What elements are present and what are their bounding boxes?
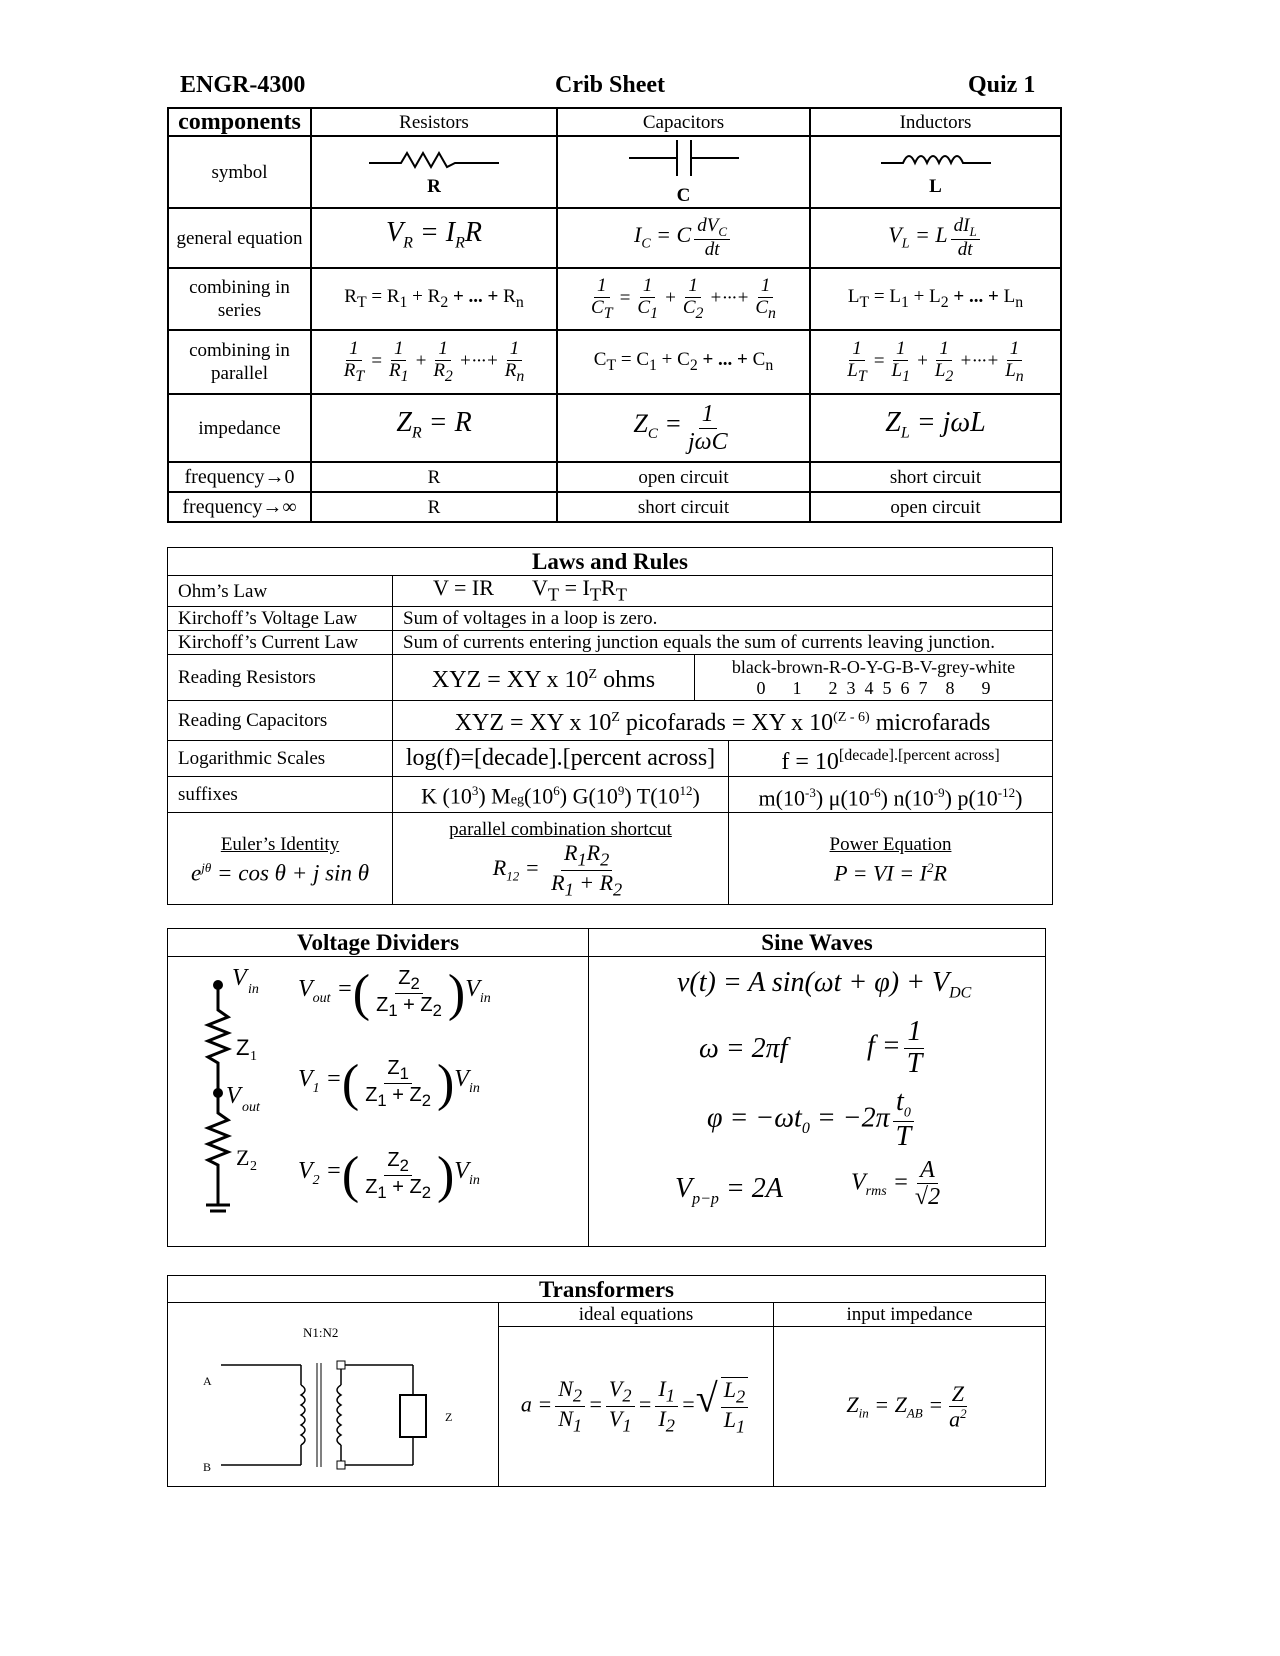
inductor-finf: open circuit	[810, 492, 1061, 522]
inductor-impedance-eq: $Z_L = j\omega L$	[810, 394, 1061, 462]
kcl-label: Kirchoff’s Current Law	[168, 631, 393, 655]
svg-text:1: 1	[250, 1049, 257, 1064]
resistor-series-eq: $R_T = R_1 + R_2$ + ... + $R_n$	[311, 268, 557, 330]
row-general-label: general equation	[168, 208, 311, 268]
row-parallel-label: combining in parallel	[168, 330, 311, 394]
kvl-label: Kirchoff’s Voltage Law	[168, 607, 393, 631]
shortcut-cell	[393, 813, 729, 905]
row-finf-label: frequency→∞	[168, 492, 311, 522]
capacitor-symbol-cell	[557, 136, 810, 208]
sheet-title: Crib Sheet	[555, 72, 665, 98]
sine-title: Sine Waves	[589, 929, 1046, 957]
kcl-text: Sum of currents entering junction equals the sum of currents leaving junction.	[393, 631, 1053, 655]
components-table	[167, 107, 1062, 523]
col-capacitors: Capacitors	[557, 108, 810, 136]
inductor-letter: L	[929, 175, 942, 197]
svg-text:2: 2	[250, 1159, 257, 1174]
resistor-general-eq: $V_R = I_RR$	[311, 208, 557, 268]
color-codes: black-brown-R-O-Y-G-B-V-grey-white	[731, 656, 1016, 677]
inductor-symbol-cell	[810, 136, 1061, 208]
capacitor-parallel-eq: $C_T = C_1 + C_2$ + ... + $C_n$	[557, 330, 810, 394]
svg-text:Z: Z	[236, 1145, 250, 1170]
eq-v1: $V_1$ = ( $\frac{Z_1}{Z_1 + Z_2}$ ) $V_{in}$	[298, 1055, 480, 1113]
ohm-eq: V = IR $V_T = I_TR_T$	[393, 576, 1053, 607]
capacitor-impedance-eq: $Z_C$ = $\frac{1}{\text{jωC}}$	[557, 394, 810, 462]
inductor-parallel-eq: $\frac{1}{L_T}$ = $\frac{1}{L_1}$ + $\frac{1}{L_2}$ +···+ $\frac{1}{L_n}$	[810, 330, 1061, 394]
cap-label: Reading Capacitors	[168, 701, 393, 741]
sine-eq3: f = $\frac{1}{T}$	[867, 1017, 928, 1080]
ideal-eq: a = $\frac{N_2}{N_1}$ = $\frac{V_2}{V_1}$ = $\frac{I_1}{I_2}$ =√ $\frac{L_2}{L_1}$	[499, 1327, 774, 1487]
row-series-label: combining in series	[168, 268, 311, 330]
col-inductors: Inductors	[810, 108, 1061, 136]
sine-eq6: $V_{rms}$ = $\frac{A}{√2}$	[851, 1157, 941, 1211]
suffix-label: suffixes	[168, 777, 393, 813]
quiz-label: Quiz 1	[968, 72, 1036, 98]
suffix-eq2: $m(10^{-3})$ $\mu(10^{-6})$ $n(10^{-9})$ $p(10^{-12})$	[729, 777, 1053, 813]
laws-title: Laws and Rules	[168, 548, 1053, 576]
suffix-eq1: K $(10^3)$ $Meg(10^6)$ $G(10^9)$ $T(10^{12})$	[393, 777, 729, 813]
power-cell	[729, 813, 1053, 905]
ohm-label: Ohm’s Law	[168, 576, 393, 607]
resistor-impedance-eq: $Z_R = R$	[311, 394, 557, 462]
svg-text:Z: Z	[236, 1035, 250, 1060]
transformer-diagram-cell	[168, 1303, 499, 1487]
col-resistors: Resistors	[311, 108, 557, 136]
euler-cell	[168, 813, 393, 905]
resistor-f0: R	[311, 462, 557, 492]
inductor-general-eq: $V_L = L$ $\frac{dI_L}{dt}$	[810, 208, 1061, 268]
inductor-f0: short circuit	[810, 462, 1061, 492]
row-symbol-label: symbol	[168, 136, 311, 208]
inductor-series-eq: $L_T = L_1 + L_2$ + ... + $L_n$	[810, 268, 1061, 330]
svg-text:Z: Z	[445, 1410, 453, 1424]
capacitor-series-eq: $\frac{1}{C_T}$ = $\frac{1}{C_1}$ + $\frac{1}{C_2}$ +···+ $\frac{1}{C_n}$	[557, 268, 810, 330]
row-impedance-label: impedance	[168, 394, 311, 462]
log-eq2: f = 10[decade].[percent across]	[729, 741, 1053, 777]
dividers-sine-table	[167, 928, 1046, 1247]
power-eq: P = VI = $I^2R$	[834, 860, 947, 886]
cap-eq: XYZ = XY x $10^Z$ picofarads = XY x $10^{(Z - 6)}$ microfarads	[393, 701, 1053, 741]
euler-label: Euler’s Identity	[220, 834, 340, 856]
input-eq: $Z_{in} = Z_{AB}$ = $\frac{Z}{a^2}$	[774, 1327, 1046, 1487]
resistor-symbol-cell	[311, 136, 557, 208]
log-eq1: log(f)=[decade].[percent across]	[393, 741, 729, 777]
euler-eq: $e^{j\theta} = \cos \theta + j$ sin θ	[191, 860, 369, 886]
power-label: Power Equation	[829, 834, 952, 856]
shortcut-label: parallel combination shortcut	[449, 819, 672, 841]
ideal-label: ideal equations	[499, 1303, 774, 1327]
capacitor-finf: short circuit	[557, 492, 810, 522]
transformers-table	[167, 1275, 1046, 1487]
sine-cell	[589, 957, 1046, 1247]
sine-eq4: $\varphi = -\omega t_0 = -2\pi$ $\frac{t_0}{T}$	[707, 1087, 917, 1153]
dividers-title: Voltage Dividers	[168, 929, 589, 957]
capacitor-general-eq: $I_C = C$ $\frac{dV_C}{dt}$	[557, 208, 810, 268]
capacitor-letter: C	[676, 184, 691, 206]
divider-circuit-icon	[188, 965, 278, 1235]
color-digits: 0 1 2 3 4 5 6 7 8 9	[756, 677, 991, 698]
svg-text:out: out	[242, 1100, 260, 1115]
resistor-parallel-eq: $\frac{1}{R_T}$ = $\frac{1}{R_1}$ + $\frac{1}{R_2}$ +···+ $\frac{1}{R_n}$	[311, 330, 557, 394]
sine-eq1: v(t) = A $\sin(\omega t + \varphi) + V_{DC}$	[677, 967, 972, 1002]
res-label: Reading Resistors	[168, 655, 393, 701]
capacitor-f0: open circuit	[557, 462, 810, 492]
components-heading: components	[168, 108, 311, 136]
svg-text:N1:N2: N1:N2	[303, 1325, 339, 1340]
svg-text:B: B	[203, 1460, 212, 1474]
resistor-letter: R	[427, 175, 441, 197]
resistor-finf: R	[311, 492, 557, 522]
inductor-symbol-icon	[881, 147, 991, 169]
svg-text:V: V	[226, 1083, 241, 1109]
course-code: ENGR-4300	[180, 72, 306, 98]
svg-text:in: in	[248, 982, 259, 997]
capacitor-symbol-icon	[629, 138, 739, 178]
svg-text:A: A	[203, 1374, 212, 1388]
res-colors	[695, 655, 1053, 701]
dividers-cell	[168, 957, 589, 1247]
eq-v2: $V_2$ = ( $\frac{Z_2}{Z_1 + Z_2}$ ) $V_{in}$	[298, 1147, 480, 1205]
transformers-title: Transformers	[168, 1276, 1046, 1303]
svg-text:V: V	[232, 965, 247, 991]
transformer-diagram-icon	[183, 1323, 483, 1483]
shortcut-eq: $R_{12}$ = $\frac{R_1R_2}{R_1 + R_2}$	[492, 840, 623, 900]
kvl-text: Sum of voltages in a loop is zero.	[393, 607, 1053, 631]
resistor-symbol-icon	[369, 147, 499, 169]
laws-table	[167, 547, 1053, 905]
sine-eq5: $V_{p-p} = 2A$	[675, 1173, 783, 1208]
log-label: Logarithmic Scales	[168, 741, 393, 777]
sine-eq2: ω = 2πf	[699, 1033, 788, 1064]
eq-vout: $V_{out}$ = ( $\frac{Z_2}{Z_1 + Z_2}$ ) $V_{in}$	[298, 965, 491, 1023]
res-eq: XYZ = XY x $10^Z$ ohms	[393, 655, 695, 701]
row-f0-label: frequency→0	[168, 462, 311, 492]
input-label: input impedance	[774, 1303, 1046, 1327]
